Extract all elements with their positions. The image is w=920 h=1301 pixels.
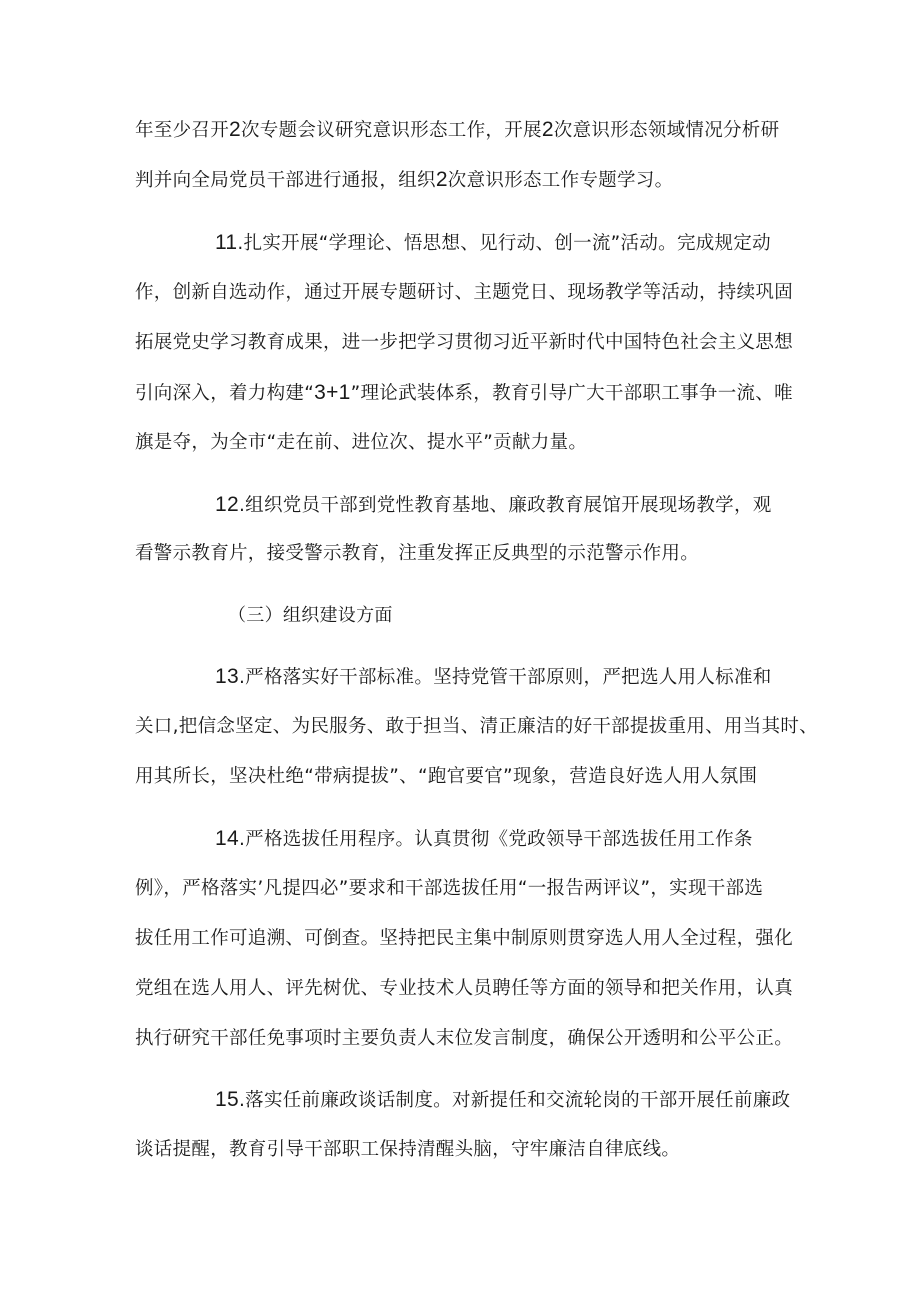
intro-line-1: 年至少召开2次专题会议研究意识形态工作，开展2次意识形态领域情况分析研	[135, 118, 780, 141]
item11-line-1: 11.扎实开展“学理论、悟思想、见行动、创一流”活动。完成规定动	[215, 231, 771, 254]
item11-line-5: 旗是夺，为全市“走在前、进位次、提水平”贡献力量。	[135, 432, 588, 453]
item12-number: 12	[215, 493, 239, 516]
item14-line-3: 拔任用工作可追溯、可倒查。坚持把民主集中制原则贯穿选人用人全过程，强化	[135, 928, 794, 949]
item11-line-2: 作，创新自选动作，通过开展专题研讨、主题党日、现场教学等活动，持续巩固	[135, 282, 794, 303]
item12-line-1: 12.组织党员干部到党性教育基地、廉政教育展馆开展现场教学，观	[215, 493, 772, 516]
item12-line-2: 看警示教育片，接受警示教育，注重发挥正反典型的示范警示作用。	[135, 543, 700, 564]
item13-number: 13	[215, 665, 239, 688]
item11-line-3: 拓展党史学习教育成果，进一步把学习贯彻习近平新时代中国特色社会主义思想	[135, 332, 794, 353]
item13-line-1: 13.严格落实好干部标准。坚持党管干部原则，严把选人用人标准和	[215, 665, 772, 688]
section-heading: （三）组织建设方面	[228, 605, 393, 626]
item11-line-4: 引向深入，着力构建“3+1”理论武装体系，教育引导广大干部职工事争一流、唯	[135, 381, 793, 404]
item13-line-2: 关口,把信念坚定、为民服务、敢于担当、清正廉洁的好干部提拔重用、用当其时、	[135, 716, 818, 737]
item15-line-2: 谈话提醒，教育引导干部职工保持清醒头脑，守牢廉洁自律底线。	[135, 1139, 681, 1160]
item15-line-1: 15.落实任前廉政谈话制度。对新提任和交流轮岗的干部开展任前廉政	[215, 1088, 791, 1111]
item14-number: 14	[215, 827, 239, 850]
intro-line-2: 判并向全局党员干部进行通报，组织2次意识形态工作专题学习。	[135, 168, 674, 191]
item14-line-5: 执行研究干部任免事项时主要负责人末位发言制度，确保公开透明和公平公正。	[135, 1028, 794, 1049]
item11-number: 11	[215, 231, 238, 254]
item14-line-1: 14.严格选拔任用程序。认真贯彻《党政领导干部选拔任用工作条	[215, 827, 753, 850]
item14-line-4: 党组在选人用人、评先树优、专业技术人员聘任等方面的领导和把关作用，认真	[135, 978, 794, 999]
item14-line-2: 例》，严格落实’凡提四必”要求和干部选拔任用“一报告两评议”，实现干部选	[135, 878, 764, 899]
item15-number: 15	[215, 1088, 239, 1111]
item13-line-3: 用其所长，坚决杜绝“带病提拔”、“跑官要官”现象，营造良好选人用人氛围	[135, 766, 758, 787]
